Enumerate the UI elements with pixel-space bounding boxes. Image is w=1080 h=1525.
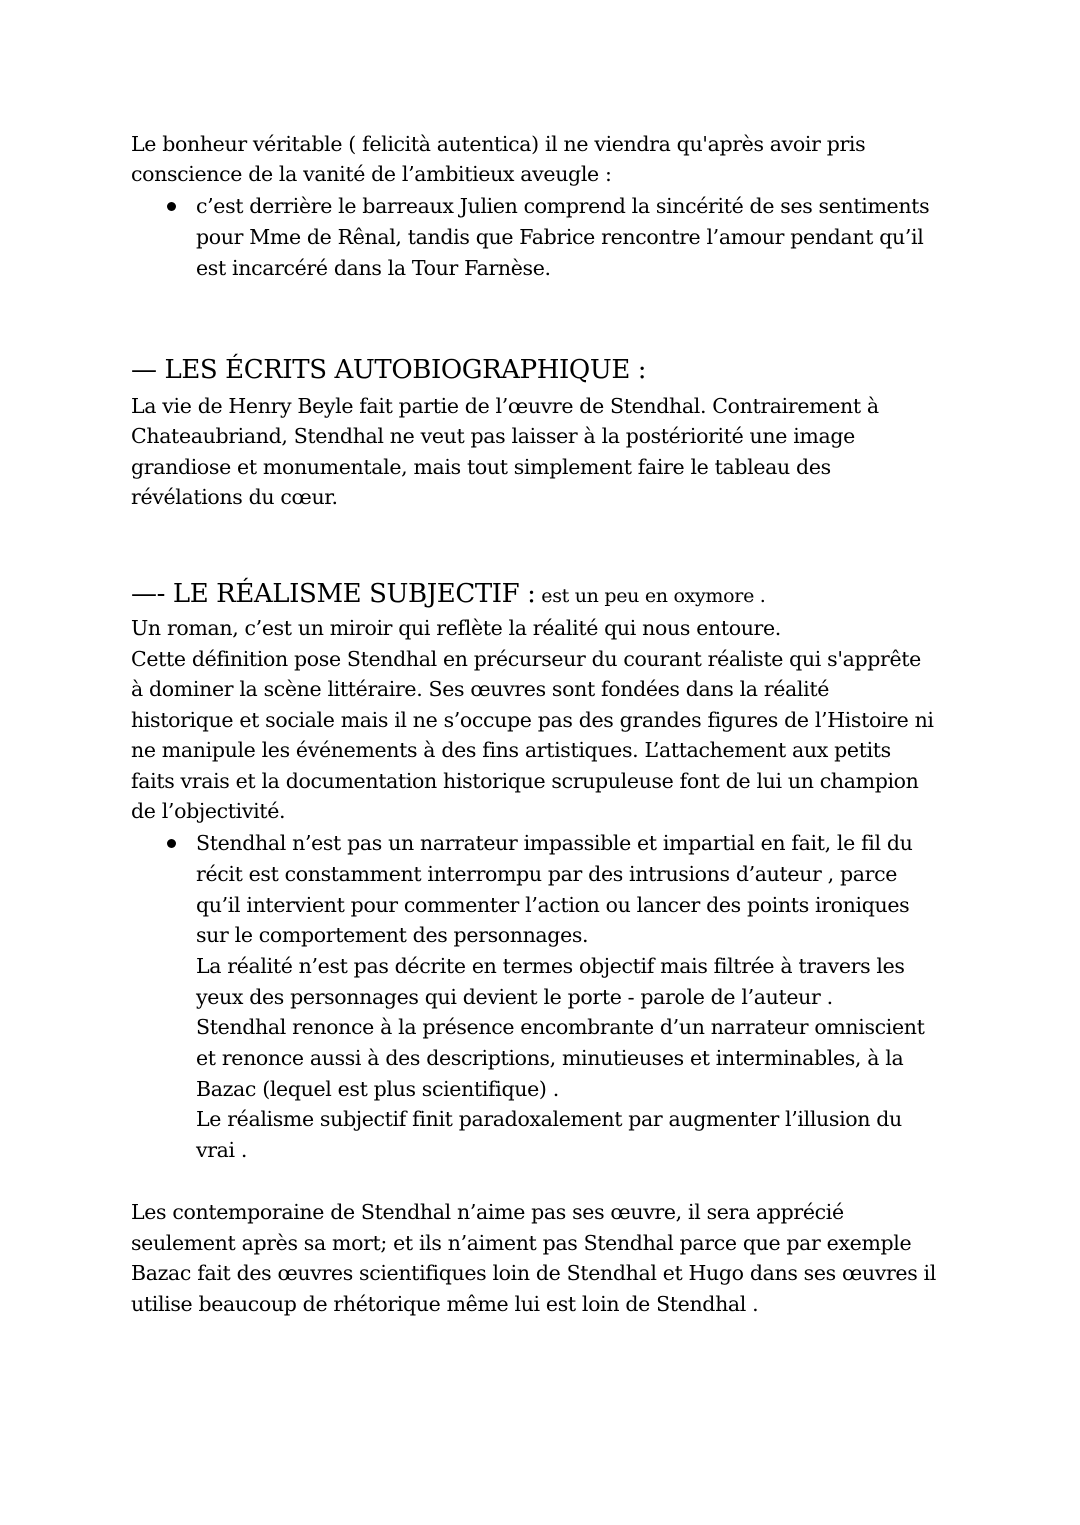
text-line: Bazac (lequel est plus scientifique) . — [196, 1077, 559, 1101]
text-line: de l’objectivité. — [131, 799, 286, 823]
heading-title: —- LE RÉALISME SUBJECTIF : — [131, 579, 536, 609]
text-line: historique et sociale mais il ne s’occupe pas des grandes figures de l’Histoire ni — [131, 708, 934, 732]
text-line: faits vrais et la documentation historique scrupuleuse font de lui un champion — [131, 769, 919, 793]
text-line: La vie de Henry Beyle fait partie de l’œuvre de Stendhal. Contrairement à — [131, 394, 879, 418]
bullet-icon — [167, 839, 176, 848]
text-line: qu’il intervient pour commenter l’action ou lancer des points ironiques — [196, 893, 910, 917]
text-line: à dominer la scène littéraire. Ses œuvres sont fondées dans la réalité — [131, 677, 830, 701]
text-line: La réalité n’est pas décrite en termes objectif mais filtrée à travers les — [196, 954, 905, 978]
text-line: c’est derrière le barreaux Julien comprend la sincérité de ses sentiments — [196, 194, 930, 218]
text-line: Les contemporaine de Stendhal n’aime pas ses œuvre, il sera apprécié — [131, 1200, 844, 1224]
text-line: ne manipule les événements à des fins artistiques. L’attachement aux petits — [131, 738, 891, 762]
text-line: Un roman, c’est un miroir qui reflète la réalité qui nous entoure. — [131, 616, 781, 640]
text-line: Stendhal n’est pas un narrateur impassible et impartial en fait, le fil du — [196, 831, 913, 855]
section-heading: — LES ÉCRITS AUTOBIOGRAPHIQUE : — [131, 355, 647, 385]
text-line: grandiose et monumentale, mais tout simplement faire le tableau des — [131, 455, 831, 479]
text-line: Chateaubriand, Stendhal ne veut pas laisser à la postériorité une image — [131, 424, 855, 448]
text-line: conscience de la vanité de l’ambitieux aveugle : — [131, 162, 612, 186]
text-line: utilise beaucoup de rhétorique même lui est loin de Stendhal . — [131, 1292, 759, 1316]
text-line: yeux des personnages qui devient le porte - parole de l’auteur . — [196, 985, 833, 1009]
text-line: Bazac fait des œuvres scientifiques loin de Stendhal et Hugo dans ses œuvres il — [131, 1261, 936, 1285]
text-line: sur le comportement des personnages. — [196, 923, 589, 947]
heading-tail: est un peu en oxymore . — [535, 585, 766, 607]
text-line: révélations du cœur. — [131, 485, 338, 509]
text-line: vrai . — [196, 1138, 248, 1162]
text-line: récit est constamment interrompu par des intrusions d’auteur , parce — [196, 862, 898, 886]
text-line: est incarcéré dans la Tour Farnèse. — [196, 256, 551, 280]
text-line: et renonce aussi à des descriptions, minutieuses et interminables, à la — [196, 1046, 904, 1070]
text-line: Stendhal renonce à la présence encombrante d’un narrateur omniscient — [196, 1015, 925, 1039]
text-line: Le bonheur véritable ( felicità autentica) il ne viendra qu'après avoir pris — [131, 132, 866, 156]
text-line: seulement après sa mort; et ils n’aiment pas Stendhal parce que par exemple — [131, 1231, 912, 1255]
text-line: pour Mme de Rênal, tandis que Fabrice rencontre l’amour pendant qu’il — [196, 225, 924, 249]
text-line: Cette définition pose Stendhal en précurseur du courant réaliste qui s'apprête — [131, 647, 921, 671]
text-line: Le réalisme subjectif finit paradoxalement par augmenter l’illusion du — [196, 1107, 902, 1131]
bullet-icon — [167, 202, 176, 211]
section-heading — [131, 577, 766, 613]
